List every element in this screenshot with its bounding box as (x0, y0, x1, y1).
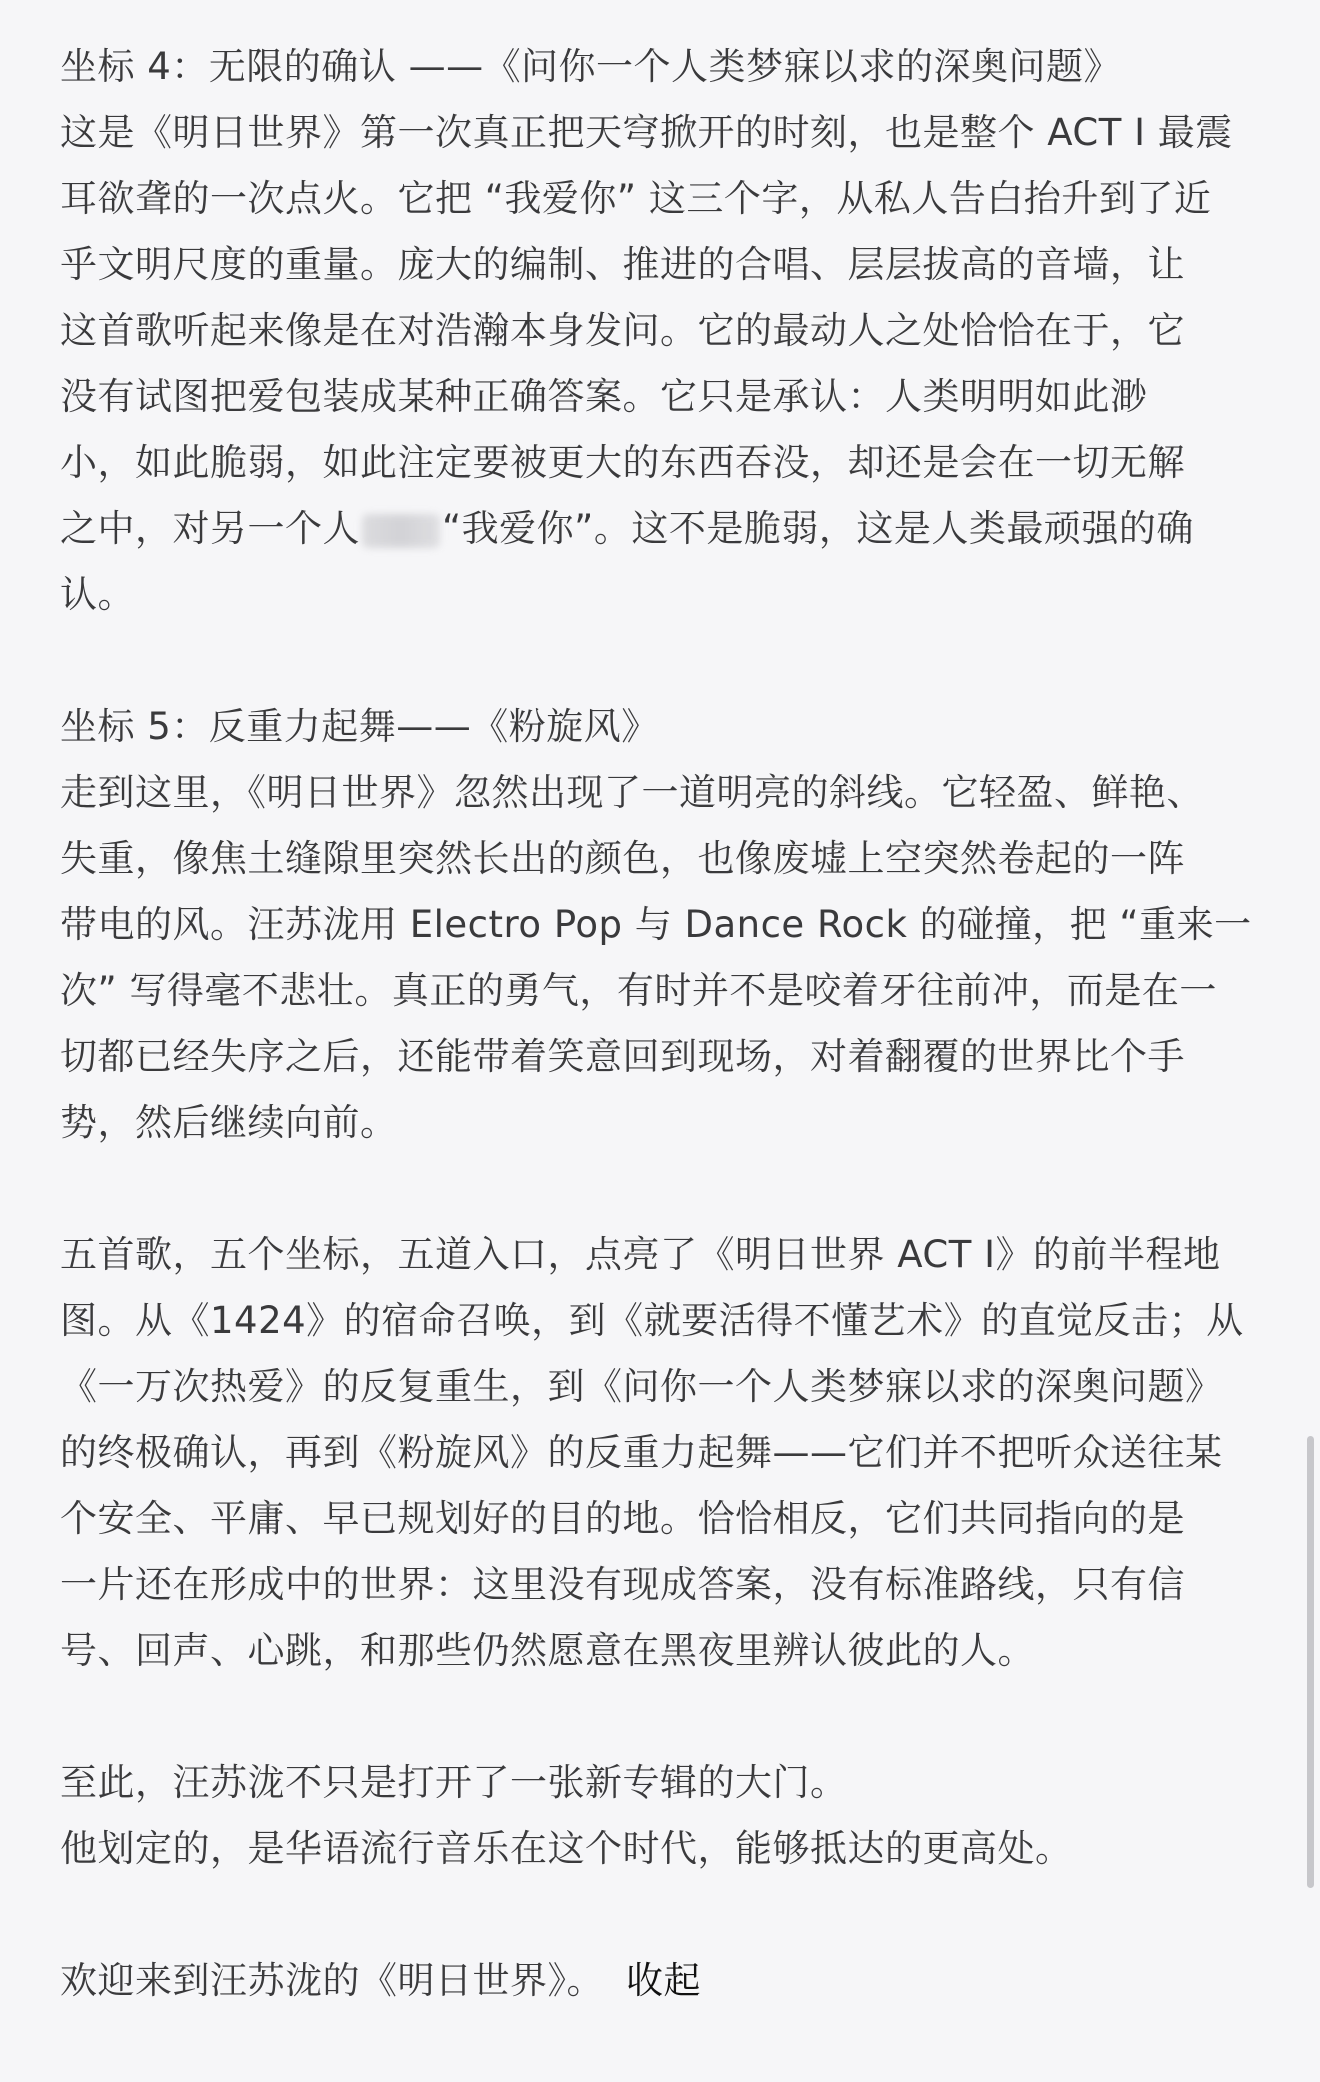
blurred-word (362, 514, 440, 548)
paragraph-line: 这是《明日世界》第一次真正把天穹掀开的时刻，也是整个 ACT I 最震 (60, 111, 1233, 154)
welcome-text: 欢迎来到汪苏泷的《明日世界》。 (60, 1959, 604, 2002)
paragraph-line: 的终极确认，再到《粉旋风》的反重力起舞——它们并不把听众送往某 (60, 1431, 1223, 1474)
paragraph-line: 乎文明尺度的重量。庞大的编制、推进的合唱、层层拔高的音墙，让 (60, 243, 1185, 286)
section-4 (60, 34, 1260, 628)
paragraph-line: 带电的风。汪苏泷用 Electro Pop 与 Dance Rock 的碰撞，把 “重来一 (60, 903, 1252, 946)
paragraph-line: 次” 写得毫不悲壮。真正的勇气，有时并不是咬着牙往前冲，而是在一 (60, 969, 1217, 1012)
section-5-title: 坐标 5：反重力起舞——《粉旋风》 (60, 705, 659, 748)
paragraph-line: 图。从《1424》的宿命召唤，到《就要活得不懂艺术》的直觉反击；从 (60, 1299, 1244, 1342)
section-4-title: 坐标 4：无限的确认 ——《问你一个人类梦寐以求的深奥问题》 (60, 45, 1122, 88)
paragraph-line: 五首歌，五个坐标，五道入口，点亮了《明日世界 ACT I》的前半程地 (60, 1233, 1221, 1276)
paragraph-line: 切都已经失序之后，还能带着笑意回到现场，对着翻覆的世界比个手 (60, 1035, 1185, 1078)
line-text-after: “我爱你”。这不是脆弱，这是人类最顽强的确 (442, 507, 1194, 550)
paragraph-line: 小，如此脆弱，如此注定要被更大的东西吞没，却还是会在一切无解 (60, 441, 1185, 484)
section-5 (60, 694, 1260, 1156)
paragraph-line: 他划定的，是华语流行音乐在这个时代，能够抵达的更高处。 (60, 1827, 1073, 1870)
paragraph-line: 号、回声、心跳，和那些仍然愿意在黑夜里辨认彼此的人。 (60, 1629, 1035, 1672)
article-body (60, 34, 1260, 2014)
scrollbar-thumb[interactable] (1307, 1436, 1314, 1888)
paragraph-line: 个安全、平庸、早已规划好的目的地。恰恰相反，它们共同指向的是 (60, 1497, 1185, 1540)
closing-paragraph (60, 1750, 1260, 1882)
paragraph-line: 没有试图把爱包装成某种正确答案。它只是承认：人类明明如此渺 (60, 375, 1148, 418)
collapse-link[interactable]: 收起 (626, 1959, 701, 2002)
paragraph-line: 《一万次热爱》的反复重生，到《问你一个人类梦寐以求的深奥问题》 (60, 1365, 1223, 1408)
paragraph-line: 至此，汪苏泷不只是打开了一张新专辑的大门。 (60, 1761, 848, 1804)
paragraph-line: 失重，像焦土缝隙里突然长出的颜色，也像废墟上空突然卷起的一阵 (60, 837, 1185, 880)
summary-paragraph (60, 1222, 1260, 1684)
welcome-line (60, 1948, 1260, 2014)
paragraph-line: 耳欲聋的一次点火。它把 “我爱你” 这三个字，从私人告白抬升到了近 (60, 177, 1212, 220)
paragraph-line: 走到这里，《明日世界》忽然出现了一道明亮的斜线。它轻盈、鲜艳、 (60, 771, 1204, 814)
paragraph-line: 一片还在形成中的世界：这里没有现成答案，没有标准路线，只有信 (60, 1563, 1185, 1606)
paragraph-line: 认。 (60, 573, 135, 616)
paragraph-line: 这首歌听起来像是在对浩瀚本身发问。它的最动人之处恰恰在于，它 (60, 309, 1185, 352)
paragraph-line (60, 496, 1260, 562)
paragraph-line: 势，然后继续向前。 (60, 1101, 398, 1144)
line-text-before: 之中，对另一个人 (60, 507, 360, 550)
